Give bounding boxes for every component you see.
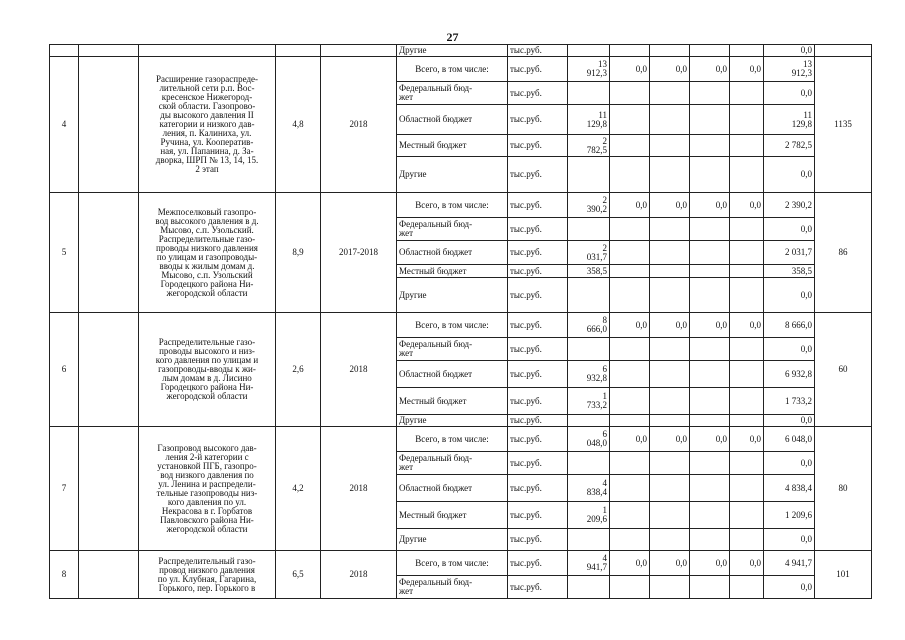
empty-cell bbox=[79, 313, 139, 427]
funding-source-cell: Другие bbox=[397, 415, 508, 427]
total-cell: 1 209,6 bbox=[764, 502, 815, 529]
unit-cell: тыс.руб. bbox=[508, 551, 568, 576]
year-value-cell: 0,0 bbox=[610, 57, 650, 82]
funding-source-cell: Федеральный бюд- жет bbox=[397, 452, 508, 475]
year-value-cell bbox=[650, 218, 690, 241]
funding-source-cell: Федеральный бюд- жет bbox=[397, 82, 508, 105]
total-cell: 8 666,0 bbox=[764, 313, 815, 338]
year-value-cell bbox=[690, 218, 730, 241]
total-cell: 2 782,5 bbox=[764, 135, 815, 157]
year-value-cell bbox=[690, 502, 730, 529]
years: 2017-2018 bbox=[321, 193, 397, 313]
year-value-cell bbox=[650, 265, 690, 278]
consumers-count: 101 bbox=[815, 551, 872, 599]
funding-source-cell: Всего, в том числе: bbox=[397, 57, 508, 82]
year-value-cell bbox=[730, 415, 764, 427]
year-value-cell: 0,0 bbox=[730, 57, 764, 82]
funding-source-cell: Всего, в том числе: bbox=[397, 551, 508, 576]
unit-cell: тыс.руб. bbox=[508, 452, 568, 475]
year-value-cell: 0,0 bbox=[650, 427, 690, 452]
year-value-cell: 6 048,0 bbox=[568, 427, 610, 452]
year-value-cell bbox=[610, 278, 650, 313]
year-value-cell bbox=[730, 576, 764, 599]
unit-cell: тыс.руб. bbox=[508, 415, 568, 427]
year-value-cell bbox=[730, 452, 764, 475]
total-cell: 4 941,7 bbox=[764, 551, 815, 576]
row-number: 6 bbox=[50, 313, 79, 427]
year-value-cell: 4 838,4 bbox=[568, 475, 610, 502]
year-value-cell bbox=[568, 157, 610, 193]
unit-cell: тыс.руб. bbox=[508, 82, 568, 105]
total-cell: 2 031,7 bbox=[764, 241, 815, 265]
empty-cell bbox=[79, 193, 139, 313]
total-cell: 0,0 bbox=[764, 415, 815, 427]
total-cell: 0,0 bbox=[764, 82, 815, 105]
years: 2018 bbox=[321, 427, 397, 551]
year-value-cell bbox=[690, 338, 730, 361]
empty-cell bbox=[79, 427, 139, 551]
table-row bbox=[50, 427, 872, 452]
year-value-cell bbox=[730, 105, 764, 135]
total-cell: 0,0 bbox=[764, 157, 815, 193]
year-value-cell bbox=[610, 82, 650, 105]
year-value-cell: 2 782,5 bbox=[568, 135, 610, 157]
funding-source-cell: Другие bbox=[397, 278, 508, 313]
year-value-cell: 2 031,7 bbox=[568, 241, 610, 265]
year-value-cell bbox=[568, 576, 610, 599]
year-value-cell bbox=[610, 265, 650, 278]
row-number: 5 bbox=[50, 193, 79, 313]
year-value-cell: 0,0 bbox=[610, 427, 650, 452]
table-row bbox=[50, 551, 872, 576]
year-value-cell bbox=[568, 529, 610, 551]
funding-source-cell: Всего, в том числе: bbox=[397, 313, 508, 338]
year-value-cell bbox=[610, 475, 650, 502]
empty-cell bbox=[79, 57, 139, 193]
year-value-cell bbox=[610, 415, 650, 427]
project-description: Распределительные газо- проводы высокого и низ- кого давления по улицам и газопроводы-вводы к жи- лым домам в д. Лисино Городецкого района Ни- жегородской области bbox=[139, 313, 276, 427]
total-cell: 1 733,2 bbox=[764, 388, 815, 415]
empty-cell bbox=[79, 551, 139, 599]
unit-cell: тыс.руб. bbox=[508, 388, 568, 415]
year-value-cell: 0,0 bbox=[610, 551, 650, 576]
total-cell: 0,0 bbox=[764, 45, 815, 57]
year-value-cell: 0,0 bbox=[690, 313, 730, 338]
year-value-cell bbox=[730, 475, 764, 502]
unit-cell: тыс.руб. bbox=[508, 157, 568, 193]
length-km: 6,5 bbox=[276, 551, 321, 599]
year-value-cell bbox=[568, 415, 610, 427]
funding-source-cell: Всего, в том числе: bbox=[397, 193, 508, 218]
year-value-cell bbox=[650, 278, 690, 313]
funding-source-cell: Федеральный бюд- жет bbox=[397, 576, 508, 599]
unit-cell: тыс.руб. bbox=[508, 338, 568, 361]
years: 2018 bbox=[321, 551, 397, 599]
year-value-cell bbox=[610, 105, 650, 135]
row-number: 7 bbox=[50, 427, 79, 551]
year-value-cell: 13 912,3 bbox=[568, 57, 610, 82]
page-number: 27 bbox=[446, 30, 459, 44]
funding-source-cell: Федеральный бюд- жет bbox=[397, 338, 508, 361]
row-number: 4 bbox=[50, 57, 79, 193]
year-value-cell: 0,0 bbox=[690, 427, 730, 452]
year-value-cell: 0,0 bbox=[730, 427, 764, 452]
year-value-cell: 6 932,8 bbox=[568, 361, 610, 388]
year-value-cell bbox=[730, 157, 764, 193]
year-value-cell bbox=[568, 82, 610, 105]
year-value-cell: 1 733,2 bbox=[568, 388, 610, 415]
year-value-cell: 2 390,2 bbox=[568, 193, 610, 218]
year-value-cell bbox=[650, 135, 690, 157]
year-value-cell: 0,0 bbox=[730, 551, 764, 576]
total-cell: 6 932,8 bbox=[764, 361, 815, 388]
year-value-cell: 0,0 bbox=[610, 313, 650, 338]
consumers-count: 1135 bbox=[815, 57, 872, 193]
length-km: 4,8 bbox=[276, 57, 321, 193]
table-row bbox=[50, 57, 872, 82]
year-value-cell bbox=[650, 157, 690, 193]
year-value-cell: 0,0 bbox=[730, 193, 764, 218]
year-value-cell bbox=[730, 82, 764, 105]
unit-cell: тыс.руб. bbox=[508, 193, 568, 218]
year-value-cell bbox=[610, 502, 650, 529]
year-value-cell bbox=[650, 576, 690, 599]
unit-cell: тыс.руб. bbox=[508, 313, 568, 338]
year-value-cell bbox=[730, 529, 764, 551]
year-value-cell bbox=[650, 388, 690, 415]
total-cell: 0,0 bbox=[764, 218, 815, 241]
funding-source-cell: Местный бюджет bbox=[397, 388, 508, 415]
year-value-cell bbox=[610, 529, 650, 551]
funding-source-cell: Другие bbox=[397, 157, 508, 193]
year-value-cell bbox=[730, 338, 764, 361]
year-value-cell: 358,5 bbox=[568, 265, 610, 278]
year-value-cell bbox=[690, 529, 730, 551]
total-cell: 6 048,0 bbox=[764, 427, 815, 452]
year-value-cell bbox=[650, 361, 690, 388]
total-cell: 0,0 bbox=[764, 338, 815, 361]
consumers-count: 60 bbox=[815, 313, 872, 427]
year-value-cell: 11 129,8 bbox=[568, 105, 610, 135]
unit-cell: тыс.руб. bbox=[508, 105, 568, 135]
year-value-cell bbox=[730, 502, 764, 529]
year-value-cell bbox=[730, 135, 764, 157]
year-value-cell: 0,0 bbox=[650, 551, 690, 576]
funding-source-cell: Всего, в том числе: bbox=[397, 427, 508, 452]
year-value-cell bbox=[610, 218, 650, 241]
table-row bbox=[50, 193, 872, 218]
year-value-cell bbox=[568, 218, 610, 241]
year-value-cell: 8 666,0 bbox=[568, 313, 610, 338]
year-value-cell bbox=[650, 241, 690, 265]
total-cell: 0,0 bbox=[764, 576, 815, 599]
unit-cell: тыс.руб. bbox=[508, 427, 568, 452]
funding-source-cell: Областной бюджет bbox=[397, 475, 508, 502]
funding-source-cell: Местный бюджет bbox=[397, 135, 508, 157]
year-value-cell: 1 209,6 bbox=[568, 502, 610, 529]
funding-source-cell: Федеральный бюд- жет bbox=[397, 218, 508, 241]
total-cell: 4 838,4 bbox=[764, 475, 815, 502]
year-value-cell: 0,0 bbox=[610, 193, 650, 218]
year-value-cell bbox=[610, 338, 650, 361]
year-value-cell bbox=[690, 576, 730, 599]
year-value-cell bbox=[650, 452, 690, 475]
year-value-cell bbox=[610, 361, 650, 388]
year-value-cell: 0,0 bbox=[650, 313, 690, 338]
year-value-cell bbox=[690, 105, 730, 135]
table-row bbox=[50, 313, 872, 338]
years: 2018 bbox=[321, 313, 397, 427]
funding-source-cell: Другие bbox=[397, 529, 508, 551]
year-value-cell: 0,0 bbox=[690, 193, 730, 218]
unit-cell: тыс.руб. bbox=[508, 265, 568, 278]
row-number: 8 bbox=[50, 551, 79, 599]
unit-cell: тыс.руб. bbox=[508, 45, 568, 57]
year-value-cell bbox=[610, 388, 650, 415]
year-value-cell: 0,0 bbox=[690, 551, 730, 576]
funding-source-cell: Областной бюджет bbox=[397, 105, 508, 135]
year-value-cell bbox=[690, 452, 730, 475]
years: 2018 bbox=[321, 57, 397, 193]
year-value-cell bbox=[650, 475, 690, 502]
consumers-count: 86 bbox=[815, 193, 872, 313]
funding-table bbox=[49, 44, 872, 599]
year-value-cell bbox=[690, 157, 730, 193]
length-km: 8,9 bbox=[276, 193, 321, 313]
year-value-cell bbox=[650, 529, 690, 551]
year-value-cell: 0,0 bbox=[690, 57, 730, 82]
total-cell: 358,5 bbox=[764, 265, 815, 278]
year-value-cell bbox=[650, 105, 690, 135]
unit-cell: тыс.руб. bbox=[508, 502, 568, 529]
unit-cell: тыс.руб. bbox=[508, 241, 568, 265]
unit-cell: тыс.руб. bbox=[508, 135, 568, 157]
funding-source-cell: Областной бюджет bbox=[397, 241, 508, 265]
consumers-count: 80 bbox=[815, 427, 872, 551]
unit-cell: тыс.руб. bbox=[508, 57, 568, 82]
year-value-cell bbox=[690, 82, 730, 105]
year-value-cell bbox=[690, 135, 730, 157]
unit-cell: тыс.руб. bbox=[508, 218, 568, 241]
project-description: Межпоселковый газопро- вод высокого давления в д. Мысово, с.п. Узольский. Распределительные газо- проводы низкого давления по улицам и газопроводы- вводы к жилым домам д. Мысово, с.п. Узольский Городецкого района Ни- жегородской области bbox=[139, 193, 276, 313]
total-cell: 0,0 bbox=[764, 529, 815, 551]
year-value-cell: 0,0 bbox=[650, 193, 690, 218]
funding-source-cell: Областной бюджет bbox=[397, 361, 508, 388]
year-value-cell bbox=[568, 452, 610, 475]
year-value-cell: 4 941,7 bbox=[568, 551, 610, 576]
funding-source-cell: Местный бюджет bbox=[397, 265, 508, 278]
length-km: 2,6 bbox=[276, 313, 321, 427]
year-value-cell bbox=[730, 218, 764, 241]
project-description: Распределительный газо- провод низкого давления по ул. Клубная, Гагарина, Горького, пер. Горького в bbox=[139, 551, 276, 599]
year-value-cell bbox=[730, 241, 764, 265]
year-value-cell bbox=[690, 415, 730, 427]
funding-source-cell: Местный бюджет bbox=[397, 502, 508, 529]
length-km: 4,2 bbox=[276, 427, 321, 551]
unit-cell: тыс.руб. bbox=[508, 278, 568, 313]
total-cell: 0,0 bbox=[764, 278, 815, 313]
project-description: Газопровод высокого дав- ления 2-й категории с установкой ПГБ, газопро- вод низкого давления по ул. Ленина и распредели- тельные газопроводы низ- кого давления по ул. Некрасова в г. Горбатов Павловского района Ни- жегородской области bbox=[139, 427, 276, 551]
year-value-cell bbox=[690, 241, 730, 265]
year-value-cell bbox=[610, 452, 650, 475]
year-value-cell bbox=[730, 265, 764, 278]
year-value-cell bbox=[690, 388, 730, 415]
year-value-cell bbox=[568, 338, 610, 361]
total-cell: 13 912,3 bbox=[764, 57, 815, 82]
unit-cell: тыс.руб. bbox=[508, 361, 568, 388]
year-value-cell bbox=[650, 338, 690, 361]
year-value-cell: 0,0 bbox=[730, 313, 764, 338]
year-value-cell bbox=[650, 415, 690, 427]
year-value-cell bbox=[610, 135, 650, 157]
funding-source-cell: Другие bbox=[397, 45, 508, 57]
year-value-cell bbox=[568, 278, 610, 313]
year-value-cell bbox=[650, 82, 690, 105]
year-value-cell bbox=[690, 475, 730, 502]
project-description: Расширение газораспреде- лительной сети р.п. Вос- кресенское Нижегород- ской области. Газопрово- ды высокого давления II категории и низкого дав- ления, п. Калиниха, ул. Ручина, ул. Кооператив- ная, ул. Папанина, д. За- дворка, ШРП № 13, 14, 15. 2 этап bbox=[139, 57, 276, 193]
year-value-cell bbox=[730, 278, 764, 313]
year-value-cell bbox=[690, 265, 730, 278]
table-row bbox=[50, 45, 872, 57]
total-cell: 11 129,8 bbox=[764, 105, 815, 135]
year-value-cell bbox=[690, 361, 730, 388]
year-value-cell bbox=[730, 361, 764, 388]
unit-cell: тыс.руб. bbox=[508, 529, 568, 551]
year-value-cell bbox=[690, 278, 730, 313]
year-value-cell bbox=[650, 502, 690, 529]
total-cell: 2 390,2 bbox=[764, 193, 815, 218]
unit-cell: тыс.руб. bbox=[508, 576, 568, 599]
year-value-cell bbox=[610, 157, 650, 193]
unit-cell: тыс.руб. bbox=[508, 475, 568, 502]
year-value-cell bbox=[610, 576, 650, 599]
year-value-cell bbox=[730, 388, 764, 415]
year-value-cell bbox=[610, 241, 650, 265]
total-cell: 0,0 bbox=[764, 452, 815, 475]
year-value-cell: 0,0 bbox=[650, 57, 690, 82]
